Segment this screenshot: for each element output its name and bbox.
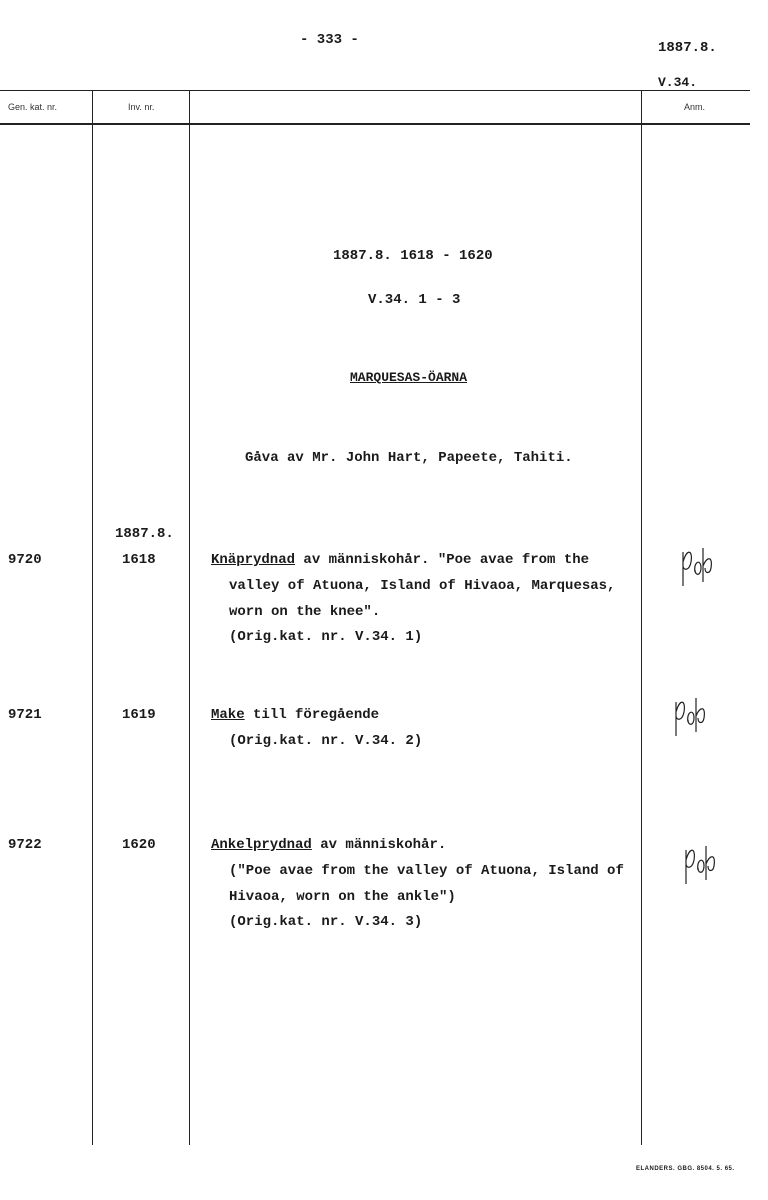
- gen-kat-number: 9722: [8, 837, 42, 853]
- heading-gift: Gåva av Mr. John Hart, Papeete, Tahiti.: [245, 450, 573, 466]
- column-divider-3: [641, 90, 642, 1145]
- entry-text: av människohår.: [311, 837, 447, 853]
- entry-term: Ankelprydnad: [211, 837, 312, 853]
- column-header-anm: Anm.: [684, 102, 706, 112]
- gen-kat-number: 9720: [8, 552, 42, 568]
- foto-signature: [670, 692, 710, 736]
- inv-number: 1618: [122, 552, 156, 568]
- header-rule-bottom: [0, 123, 750, 125]
- header-rule-top: [0, 90, 750, 91]
- entry-line: [211, 837, 446, 853]
- entry-line: Hivaoa, worn on the ankle"): [229, 889, 456, 905]
- inv-number: 1620: [122, 837, 156, 853]
- entry-line: ("Poe avae from the valley of Atuona, Island of: [229, 863, 624, 879]
- catalog-ref: 1887.8.: [658, 40, 717, 56]
- entry-line: [211, 552, 589, 568]
- gen-kat-number: 9721: [8, 707, 42, 723]
- column-header-gen-kat: Gen. kat. nr.: [8, 102, 58, 112]
- entry-line: (Orig.kat. nr. V.34. 1): [229, 629, 423, 645]
- printer-imprint: ELANDERS. GBG. 8504. 5. 65.: [636, 1166, 735, 1172]
- page-number: - 333 -: [300, 32, 359, 48]
- entry-text: av människohår. "Poe avae from the: [295, 552, 590, 568]
- heading-vrange: V.34. 1 - 3: [368, 292, 461, 308]
- column-divider-2: [189, 90, 190, 1145]
- foto-signature: [677, 542, 717, 586]
- foto-signature: [680, 840, 720, 884]
- inv-prefix: 1887.8.: [115, 526, 174, 542]
- entry-text: till föregående: [244, 707, 380, 723]
- column-header-inv: Inv. nr.: [128, 102, 155, 112]
- entry-line: [211, 707, 379, 723]
- entry-line: worn on the knee".: [229, 604, 381, 620]
- heading-range: 1887.8. 1618 - 1620: [333, 248, 493, 264]
- entry-term: Make: [211, 707, 245, 723]
- inv-number: 1619: [122, 707, 156, 723]
- entry-line: (Orig.kat. nr. V.34. 3): [229, 914, 423, 930]
- entry-line: valley of Atuona, Island of Hivaoa, Marquesas,: [229, 578, 616, 594]
- entry-line: (Orig.kat. nr. V.34. 2): [229, 733, 423, 749]
- heading-place: MARQUESAS-ÖARNA: [350, 370, 468, 385]
- catalog-ref-sub: V.34.: [658, 75, 698, 90]
- entry-term: Knäprydnad: [211, 552, 296, 568]
- column-divider-1: [92, 90, 93, 1145]
